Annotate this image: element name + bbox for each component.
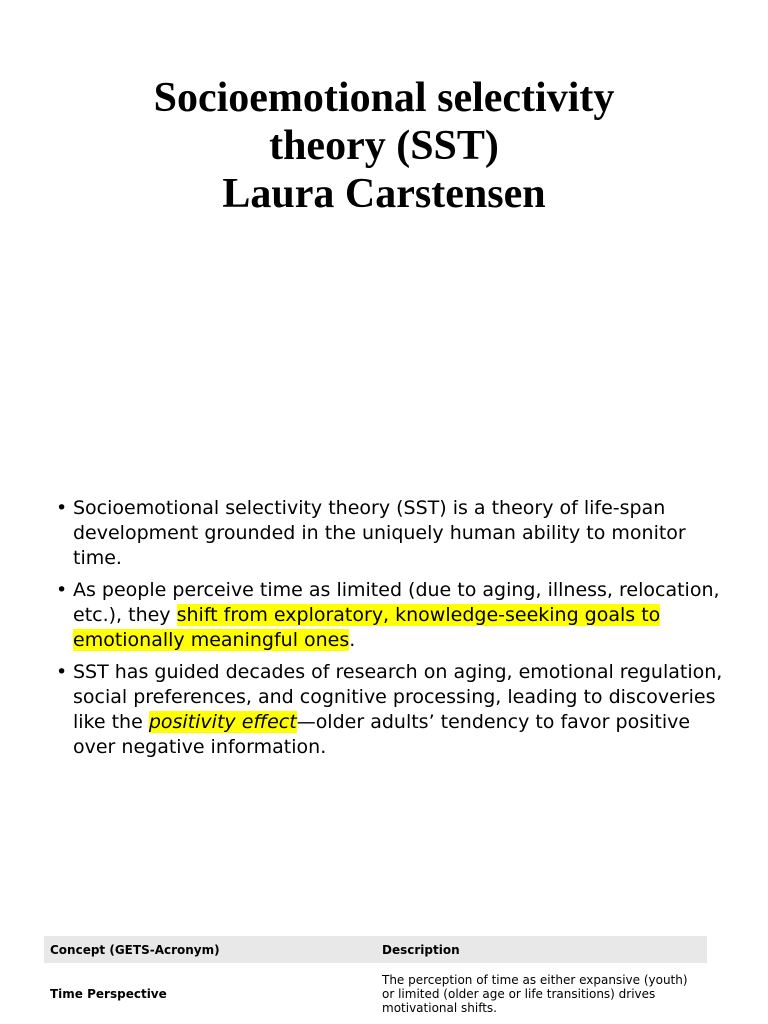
- title-line-1: Socioemotional selectivity: [153, 75, 615, 121]
- concept-table: [44, 936, 707, 1015]
- bullet-list: [56, 496, 726, 767]
- bullet-text: —older adults’ tendency to favor positive over negative information.: [73, 711, 691, 758]
- highlighted-italic-text: positivity effect: [148, 711, 297, 733]
- highlighted-text: shift from exploratory, knowledge-seeking goals to emotionally meaningful ones: [73, 604, 661, 651]
- bullet-item: [56, 496, 726, 571]
- title-line-3: Laura Carstensen: [222, 171, 546, 217]
- title-line-2: theory (SST): [269, 123, 499, 169]
- bullet-item: [56, 660, 726, 760]
- table-cell-description: The perception of time as either expansive (youth) or limited (older age or life transitions) drives motivational shifts.: [382, 973, 688, 1015]
- bullet-text: SST has guided decades of research on aging, emotional regulation, social preferences, and cognitive processing, leading to discoveries like the: [73, 661, 723, 733]
- bullet-item: [56, 578, 726, 653]
- table-header-row: [44, 936, 707, 963]
- bullet-text: .: [349, 629, 356, 651]
- bullet-text: As people perceive time as limited (due to aging, illness, relocation, etc.), they: [73, 579, 720, 626]
- column-header-concept: Concept (GETS-Acronym): [44, 936, 376, 963]
- table-row: [44, 963, 707, 1015]
- bullet-text: Socioemotional selectivity theory (SST) is a theory of life-span development grounded in the uniquely human ability to monitor time.: [73, 497, 686, 569]
- column-header-description: Description: [376, 936, 707, 963]
- table-cell-concept: Time Perspective: [50, 987, 167, 1001]
- page-title: [60, 74, 708, 218]
